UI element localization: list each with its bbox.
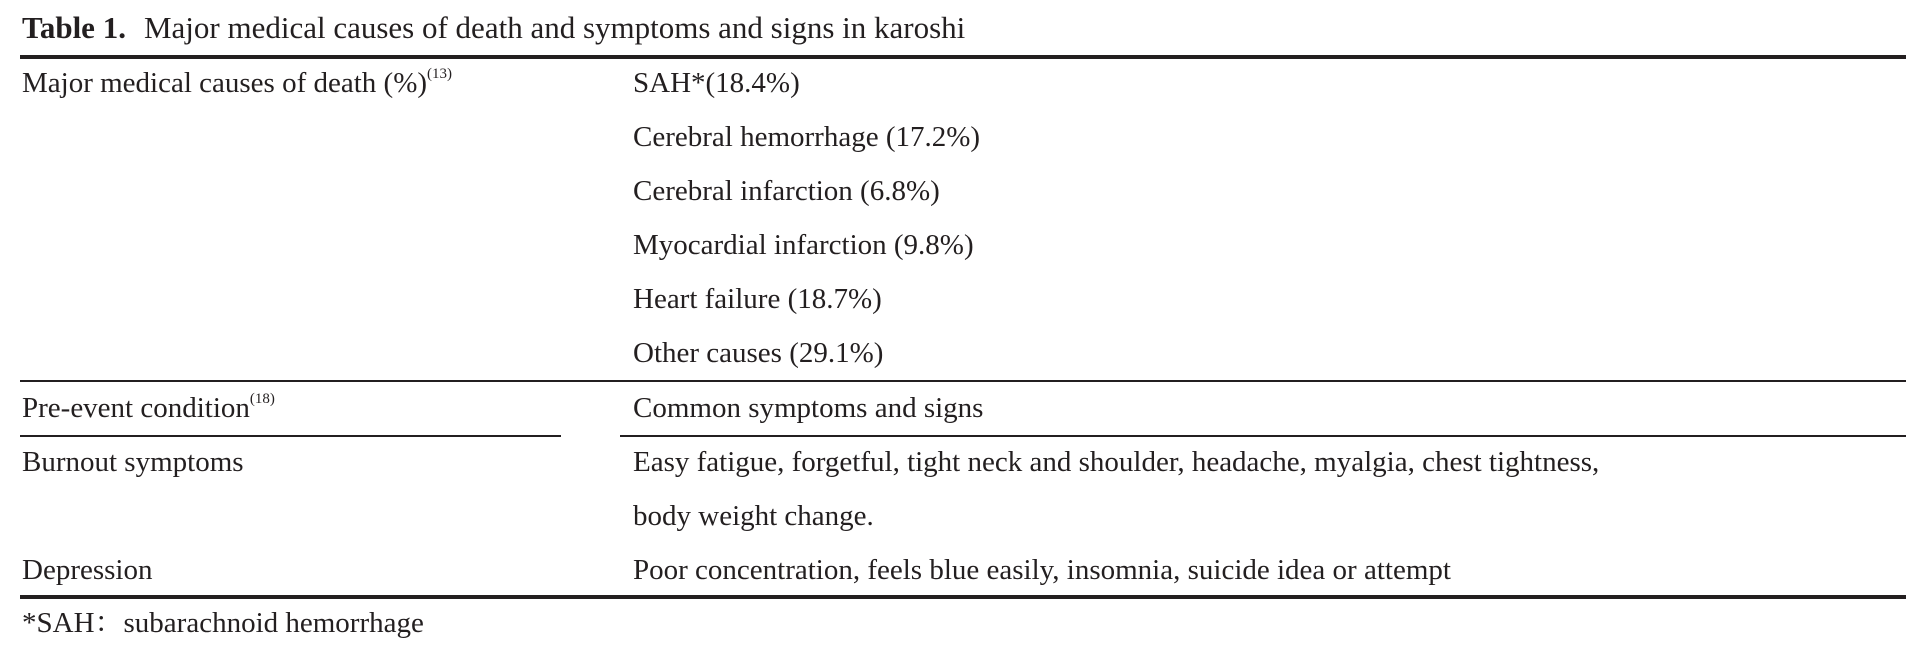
causes-of-death-label-text: Major medical causes of death (%) <box>22 67 428 99</box>
causes-of-death-label <box>22 63 452 103</box>
bottom-rule <box>20 595 1906 599</box>
reference-13: (13) <box>427 66 453 82</box>
condition-depression: Depression <box>22 554 153 586</box>
header-underline-right <box>620 435 1906 437</box>
cause-item: Myocardial infarction (9.8%) <box>633 229 974 261</box>
top-rule <box>20 55 1906 59</box>
table-footnote: *SAH：subarachnoid hemorrhage <box>22 607 424 639</box>
common-symptoms-header: Common symptoms and signs <box>633 392 984 424</box>
table-title: Major medical causes of death and symptoms and signs in karoshi <box>143 10 966 45</box>
pre-event-condition-text: Pre-event condition <box>22 392 250 424</box>
condition-burnout: Burnout symptoms <box>22 446 244 478</box>
cause-item: Heart failure (18.7%) <box>633 283 882 315</box>
header-underline-left <box>20 435 561 437</box>
cause-item: Cerebral infarction (6.8%) <box>633 175 940 207</box>
depression-signs: Poor concentration, feels blue easily, insomnia, suicide idea or attempt <box>633 554 1451 586</box>
burnout-signs-line2: body weight change. <box>633 500 874 532</box>
table-figure <box>20 0 1906 647</box>
reference-18: (18) <box>249 391 275 407</box>
section-divider <box>20 380 1906 382</box>
burnout-signs-line1: Easy fatigue, forgetful, tight neck and shoulder, headache, myalgia, chest tightness, <box>633 446 1600 478</box>
cause-item: Other causes (29.1%) <box>633 337 884 369</box>
pre-event-condition-header <box>22 388 275 428</box>
cause-item: SAH*(18.4%) <box>633 67 800 99</box>
table-caption <box>22 8 965 48</box>
cause-item: Cerebral hemorrhage (17.2%) <box>633 121 981 153</box>
table-label: Table 1. <box>22 10 126 45</box>
